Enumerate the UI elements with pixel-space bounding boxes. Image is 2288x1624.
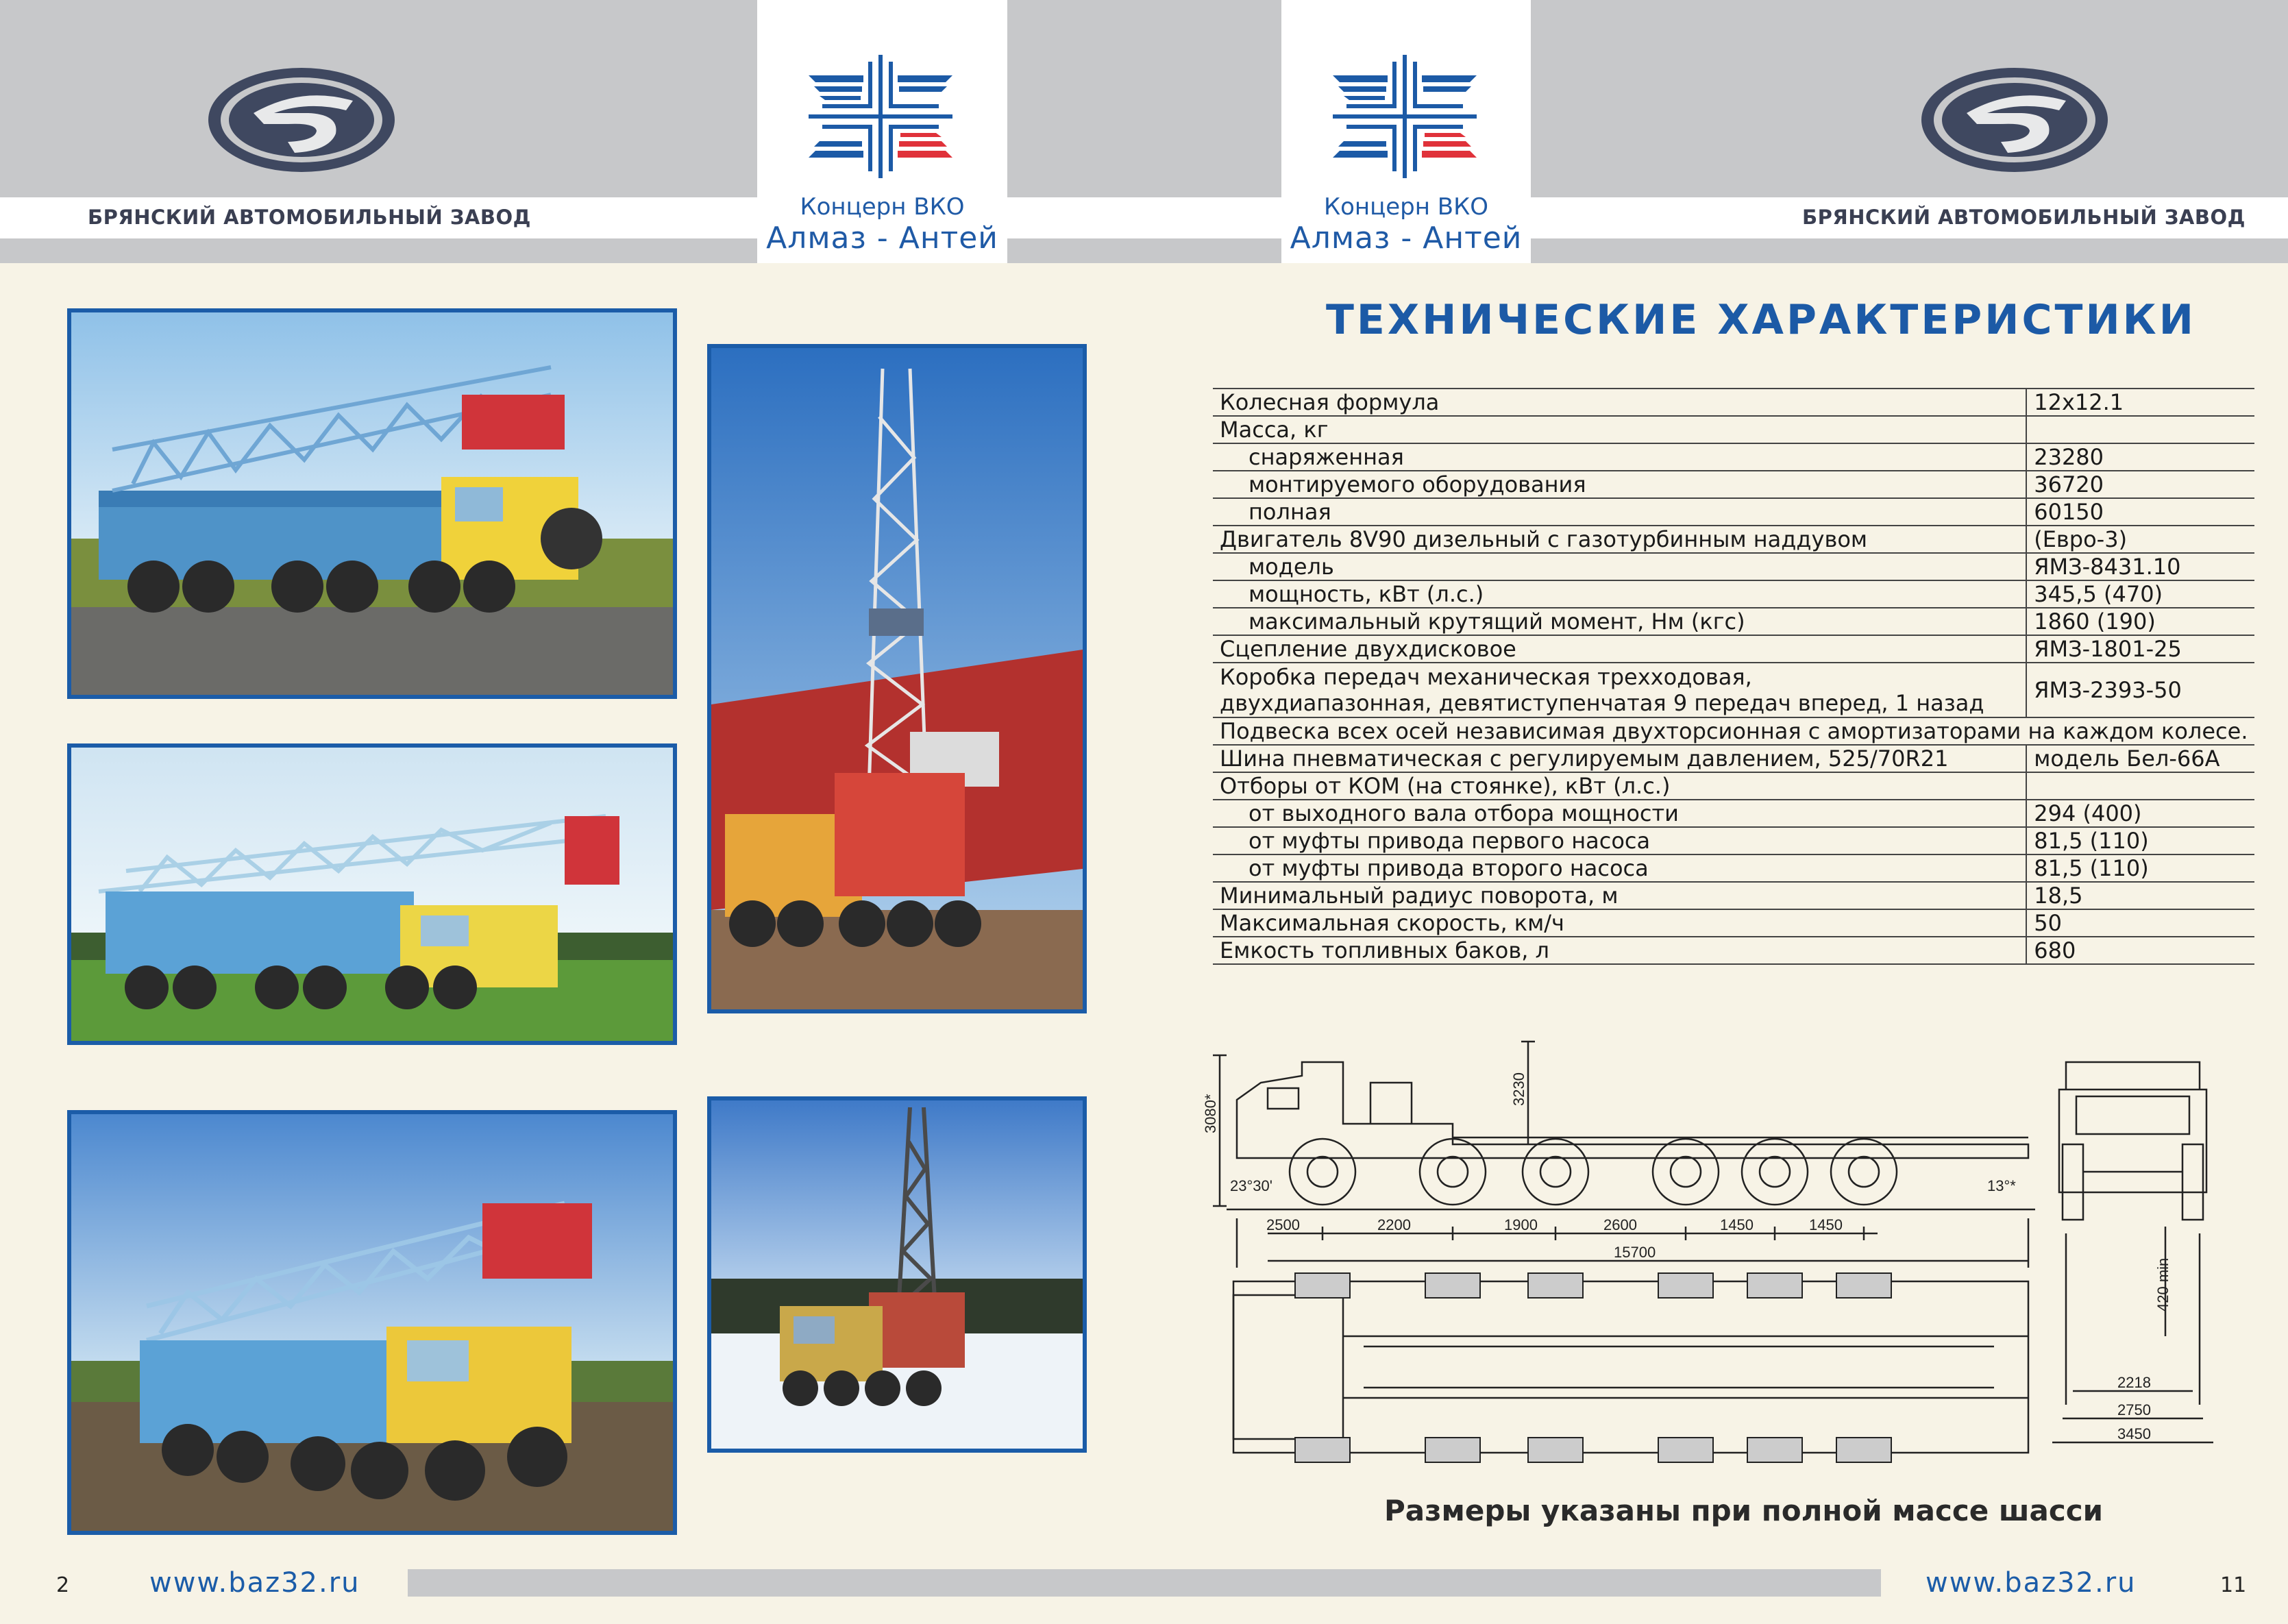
dim-clearance: 420 min [2154, 1257, 2172, 1312]
spec-label: Отборы от КОМ (на стоянке), кВт (л.с.) [1213, 772, 2026, 800]
dim-wheelbase-6: 1450 [1809, 1216, 1843, 1233]
spec-row [1213, 717, 2254, 745]
spec-value: модель Бел-66А [2026, 745, 2254, 772]
spec-row [1213, 443, 2254, 471]
dim-wheelbase-2: 2200 [1377, 1216, 1411, 1233]
dim-total-length: 15700 [1614, 1244, 1656, 1261]
spec-value: 345,5 (470) [2026, 580, 2254, 608]
spec-label: Максимальная скорость, км/ч [1213, 909, 2026, 937]
baz-logo-left [206, 65, 397, 175]
dim-wheelbase-1: 2500 [1266, 1216, 1300, 1233]
spec-row [1213, 608, 2254, 635]
spec-label: Минимальный радиус поворота, м [1213, 882, 2026, 909]
concern-vko-right: Концерн ВКО [1323, 193, 1489, 221]
dim-wheelbase-4: 2600 [1603, 1216, 1637, 1233]
header-band-right [1531, 0, 2288, 197]
spec-value [2026, 416, 2254, 443]
spec-label: монтируемого оборудования [1213, 471, 2026, 498]
spec-row [1213, 553, 2254, 580]
baz-logo-right [1919, 65, 2111, 175]
dim-width-mid: 2750 [2117, 1401, 2151, 1418]
photo-rig-truck-field [67, 743, 677, 1045]
chassis-drawing [1202, 1035, 2213, 1473]
photo-rig-mast-raised [707, 344, 1087, 1013]
spec-label: от муфты привода первого насоса [1213, 827, 2026, 854]
spec-label: от выходного вала отбора мощности [1213, 800, 2026, 827]
spec-row [1213, 937, 2254, 964]
spec-row [1213, 745, 2254, 772]
spec-value: 81,5 (110) [2026, 854, 2254, 882]
spec-row [1213, 827, 2254, 854]
dim-height-cab: 3230 [1510, 1072, 1527, 1106]
spec-row [1213, 635, 2254, 663]
spec-value: 60150 [2026, 498, 2254, 526]
dim-height-total: 3080* [1202, 1094, 1219, 1133]
photo-rig-winter [707, 1096, 1087, 1453]
spec-value: ЯМЗ-8431.10 [2026, 553, 2254, 580]
dim-angle-front: 23°30' [1230, 1177, 1272, 1194]
spec-value: 36720 [2026, 471, 2254, 498]
spec-value: 680 [2026, 937, 2254, 964]
spec-value: (Евро-3) [2026, 526, 2254, 553]
spec-row [1213, 526, 2254, 553]
dim-angle-rear: 13°* [1987, 1177, 2016, 1194]
spec-label: от муфты привода второго насоса [1213, 854, 2026, 882]
website-link-right[interactable]: www.baz32.ru [1926, 1567, 2137, 1599]
spec-row [1213, 580, 2254, 608]
photo-rig-truck-road [67, 308, 677, 699]
spec-label: Шина пневматическая с регулируемым давлением, 525/70R21 [1213, 745, 2026, 772]
header-white-strip-middle [1007, 197, 1281, 238]
spec-label-line1: Коробка передач механическая трехходовая, [1220, 664, 1752, 690]
spec-value: 12x12.1 [2026, 389, 2254, 416]
spec-row [1213, 498, 2254, 526]
almaz-antey-name-right: Алмаз - Антей [1290, 221, 1523, 256]
header-band-middle [1007, 0, 1281, 197]
spec-value: 294 (400) [2026, 800, 2254, 827]
spec-label: Емкость топливных баков, л [1213, 937, 2026, 964]
spec-row [1213, 772, 2254, 800]
website-link-left[interactable]: www.baz32.ru [149, 1567, 360, 1599]
concern-vko-left: Концерн ВКО [800, 193, 965, 221]
spec-value: 50 [2026, 909, 2254, 937]
spec-value: 1860 (190) [2026, 608, 2254, 635]
spec-label: Колесная формула [1213, 389, 2026, 416]
dim-wheelbase-5: 1450 [1720, 1216, 1754, 1233]
spec-value: ЯМЗ-1801-25 [2026, 635, 2254, 663]
drawing-caption: Размеры указаны при полной массе шасси [1384, 1494, 2104, 1527]
dim-width-total: 3450 [2117, 1425, 2151, 1442]
spec-label: Двигатель 8V90 дизельный с газотурбинным наддувом [1213, 526, 2026, 553]
photo-rig-truck-dirt [67, 1110, 677, 1535]
spec-value [2026, 772, 2254, 800]
specs-title: ТЕХНИЧЕСКИЕ ХАРАКТЕРИСТИКИ [1326, 296, 2196, 344]
top-view [1233, 1273, 2028, 1462]
spec-label: Сцепление двухдисковое [1213, 635, 2026, 663]
page-number-right: 11 [2220, 1573, 2247, 1597]
spec-label: модель [1213, 553, 2026, 580]
spec-row [1213, 854, 2254, 882]
spec-label: Масса, кг [1213, 416, 2026, 443]
header-bottom-stripe-middle [1007, 238, 1281, 263]
almaz-antey-name-left: Алмаз - Антей [766, 221, 998, 256]
spec-label: снаряженная [1213, 443, 2026, 471]
footer-band [408, 1569, 1881, 1597]
spec-row [1213, 882, 2254, 909]
spec-value: 81,5 (110) [2026, 827, 2254, 854]
spec-row [1213, 663, 2254, 717]
spec-row [1213, 909, 2254, 937]
page-number-left: 2 [56, 1573, 70, 1597]
header-bottom-stripe-left [0, 238, 757, 263]
spec-row [1213, 389, 2254, 416]
specs-table [1213, 388, 2254, 965]
almaz-antey-emblem-left [795, 48, 966, 185]
company-name-left: БРЯНСКИЙ АВТОМОБИЛЬНЫЙ ЗАВОД [88, 206, 531, 229]
spec-row [1213, 471, 2254, 498]
spec-label: максимальный крутящий момент, Нм (кгс) [1213, 608, 2026, 635]
spec-row [1213, 416, 2254, 443]
header-bottom-stripe-right [1531, 238, 2288, 263]
spec-label: полная [1213, 498, 2026, 526]
spec-label-full: Подвеска всех осей независимая двухторсионная с амортизаторами на каждом колесе. [1213, 717, 2254, 745]
company-name-right: БРЯНСКИЙ АВТОМОБИЛЬНЫЙ ЗАВОД [1802, 206, 2246, 229]
spec-label: мощность, кВт (л.с.) [1213, 580, 2026, 608]
almaz-antey-emblem-right [1319, 48, 1490, 185]
spec-value: ЯМЗ-2393-50 [2026, 663, 2254, 717]
spec-value: 18,5 [2026, 882, 2254, 909]
spec-value: 23280 [2026, 443, 2254, 471]
side-view [1213, 1042, 2035, 1268]
dim-track: 2218 [2117, 1374, 2151, 1391]
dim-wheelbase-3: 1900 [1504, 1216, 1538, 1233]
spec-row [1213, 800, 2254, 827]
spec-label-line2: двухдиапазонная, девятиступенчатая 9 передач вперед, 1 назад [1220, 690, 1984, 716]
spec-label-multiline [1213, 663, 2026, 717]
